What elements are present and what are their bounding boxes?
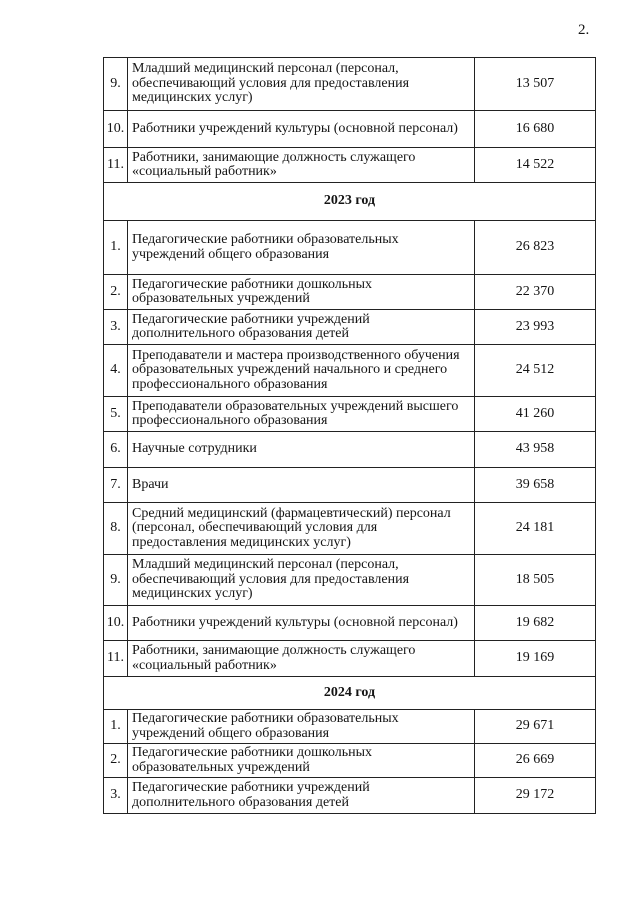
table-row bbox=[104, 555, 596, 606]
year-header-row bbox=[104, 183, 596, 221]
row-number: 9. bbox=[104, 555, 128, 606]
row-number: 4. bbox=[104, 345, 128, 397]
year-heading: 2023 год bbox=[104, 183, 596, 221]
category-name: Педагогические работники образовательных учреждений общего образования bbox=[128, 710, 475, 744]
salary-value: 19 169 bbox=[475, 641, 596, 677]
salary-value: 22 370 bbox=[475, 275, 596, 310]
category-name: Младший медицинский персонал (персонал, обеспечивающий условия для предоставления медицинских услуг) bbox=[128, 555, 475, 606]
salary-value: 24 181 bbox=[475, 503, 596, 555]
category-name: Работники учреждений культуры (основной персонал) bbox=[128, 606, 475, 641]
salary-value: 18 505 bbox=[475, 555, 596, 606]
table-row bbox=[104, 58, 596, 111]
category-name: Педагогические работники учреждений дополнительного образования детей bbox=[128, 778, 475, 814]
category-name: Преподаватели и мастера производственного обучения образовательных учреждений начального и среднего профессионального образования bbox=[128, 345, 475, 397]
row-number: 2. bbox=[104, 744, 128, 778]
row-number: 6. bbox=[104, 432, 128, 468]
row-number: 3. bbox=[104, 310, 128, 345]
row-number: 11. bbox=[104, 641, 128, 677]
category-name: Педагогические работники образовательных учреждений общего образования bbox=[128, 221, 475, 275]
table-row bbox=[104, 148, 596, 183]
row-number: 7. bbox=[104, 468, 128, 503]
salary-value: 26 823 bbox=[475, 221, 596, 275]
table-row bbox=[104, 606, 596, 641]
row-number: 1. bbox=[104, 221, 128, 275]
salary-value: 19 682 bbox=[475, 606, 596, 641]
row-number: 10. bbox=[104, 606, 128, 641]
table-row bbox=[104, 503, 596, 555]
table-row bbox=[104, 111, 596, 148]
table-row bbox=[104, 397, 596, 432]
category-name: Педагогические работники дошкольных образовательных учреждений bbox=[128, 275, 475, 310]
row-number: 10. bbox=[104, 111, 128, 148]
row-number: 3. bbox=[104, 778, 128, 814]
salary-value: 29 172 bbox=[475, 778, 596, 814]
table-row bbox=[104, 744, 596, 778]
table-row bbox=[104, 468, 596, 503]
row-number: 5. bbox=[104, 397, 128, 432]
row-number: 2. bbox=[104, 275, 128, 310]
salary-value: 23 993 bbox=[475, 310, 596, 345]
page-number: 2. bbox=[578, 22, 590, 38]
salary-value: 39 658 bbox=[475, 468, 596, 503]
category-name: Врачи bbox=[128, 468, 475, 503]
row-number: 8. bbox=[104, 503, 128, 555]
table-row bbox=[104, 221, 596, 275]
year-header-row bbox=[104, 677, 596, 710]
category-name: Младший медицинский персонал (персонал, обеспечивающий условия для предоставления медицинских услуг) bbox=[128, 58, 475, 111]
salary-value: 13 507 bbox=[475, 58, 596, 111]
salary-value: 29 671 bbox=[475, 710, 596, 744]
salary-value: 16 680 bbox=[475, 111, 596, 148]
table-row bbox=[104, 275, 596, 310]
category-name: Педагогические работники учреждений дополнительного образования детей bbox=[128, 310, 475, 345]
year-heading: 2024 год bbox=[104, 677, 596, 710]
table-row bbox=[104, 310, 596, 345]
salary-value: 26 669 bbox=[475, 744, 596, 778]
table-row bbox=[104, 641, 596, 677]
table-row bbox=[104, 778, 596, 814]
category-name: Научные сотрудники bbox=[128, 432, 475, 468]
salary-value: 24 512 bbox=[475, 345, 596, 397]
salary-value: 43 958 bbox=[475, 432, 596, 468]
category-name: Работники учреждений культуры (основной персонал) bbox=[128, 111, 475, 148]
salary-value: 14 522 bbox=[475, 148, 596, 183]
category-name: Преподаватели образовательных учреждений высшего профессионального образования bbox=[128, 397, 475, 432]
category-name: Педагогические работники дошкольных образовательных учреждений bbox=[128, 744, 475, 778]
row-number: 11. bbox=[104, 148, 128, 183]
category-name: Работники, занимающие должность служащего «социальный работник» bbox=[128, 641, 475, 677]
salary-value: 41 260 bbox=[475, 397, 596, 432]
row-number: 1. bbox=[104, 710, 128, 744]
category-name: Работники, занимающие должность служащего «социальный работник» bbox=[128, 148, 475, 183]
row-number: 9. bbox=[104, 58, 128, 111]
table-row bbox=[104, 710, 596, 744]
category-name: Средний медицинский (фармацевтический) персонал (персонал, обеспечивающий условия для предоставления медицинских услуг) bbox=[128, 503, 475, 555]
table-row bbox=[104, 345, 596, 397]
table-row bbox=[104, 432, 596, 468]
salary-table bbox=[103, 57, 596, 814]
